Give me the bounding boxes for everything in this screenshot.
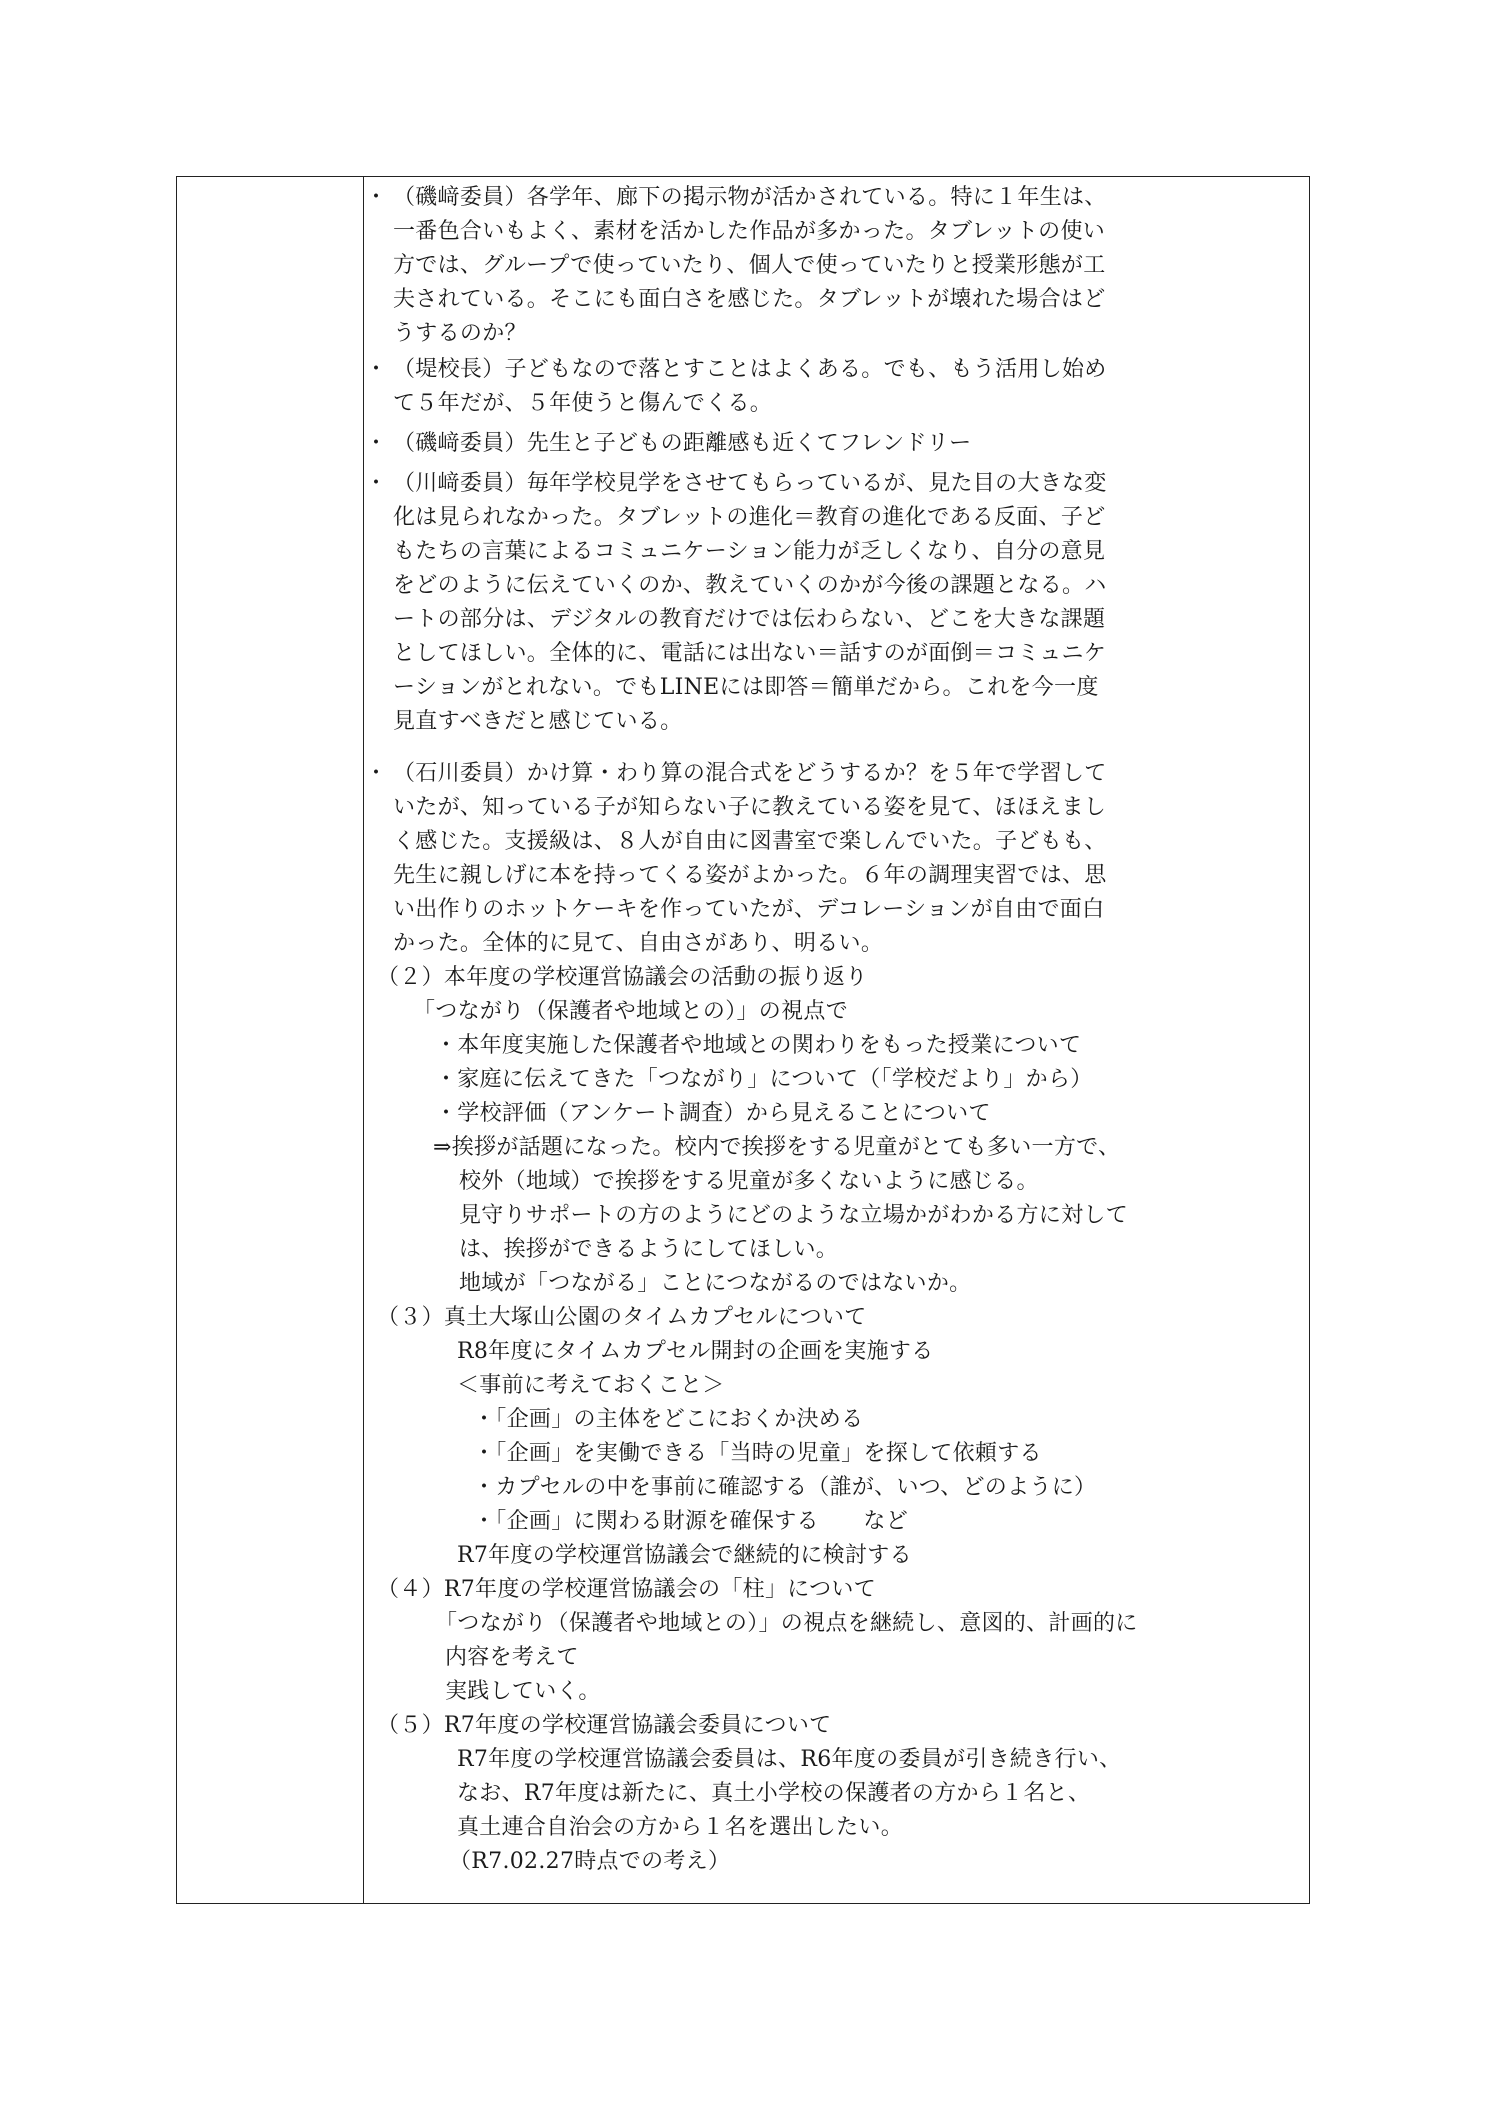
bullet-mark: ・ — [365, 185, 388, 210]
section2-heading: （２）本年度の学校運営協議会の活動の振り返り — [377, 965, 868, 990]
section2-result-line: 校外（地域）で挨拶をする児童が多くないように感じる。 — [459, 1169, 1039, 1194]
comment-line: く感じた。支援級は、８人が自由に図書室で楽しんでいた。子どもも、 — [393, 829, 1107, 854]
comment-line: （川﨑委員）毎年学校見学をさせてもらっているが、見た目の大きな変 — [393, 471, 1107, 496]
section3-item: ・「企画」を実働できる「当時の児童」を探して依頼する — [473, 1441, 1042, 1466]
comment-line: 見直すべきだと感じている。 — [393, 709, 683, 734]
comment-ishikawa — [365, 757, 1293, 961]
section3-heading: （３）真土大塚山公園のタイムカプセルについて — [377, 1305, 867, 1330]
comment-line: ーションがとれない。でもLINEには即答＝簡単だから。これを今一度 — [393, 675, 1099, 700]
section4-heading: （４）R7年度の学校運営協議会の「柱」について — [377, 1577, 877, 1602]
comment-line: うするのか？ — [393, 321, 527, 346]
comment-line: 一番色合いもよく、素材を活かした作品が多かった。タブレットの使い — [393, 219, 1106, 244]
comment-line: 方では、グループで使っていたり、個人で使っていたりと授業形態が工 — [393, 253, 1106, 278]
section3-item: ・「企画」に関わる財源を確保する など — [473, 1509, 909, 1534]
comment-line: （磯﨑委員）各学年、廊下の掲示物が活かされている。特に１年生は、 — [393, 185, 1107, 210]
section2-result-line: は、挨拶ができるようにしてほしい。 — [459, 1237, 839, 1262]
section3-item: ・「企画」の主体をどこにおくか決める — [473, 1407, 864, 1432]
section2-item: ・学校評価（アンケート調査）から見えることについて — [435, 1101, 991, 1126]
column-divider — [363, 177, 364, 1903]
section2-result-line: 地域が「つながる」ことにつながるのではないか。 — [459, 1271, 972, 1296]
section2-item: ・本年度実施した保護者や地域との関わりをもった授業について — [435, 1033, 1082, 1058]
section2-viewpoint: 「つながり（保護者や地域との）」の視点で — [413, 999, 849, 1024]
section5-note: （R7.02.27時点での考え） — [449, 1849, 731, 1874]
section4-line: 「つながり（保護者や地域との）」の視点を継続し、意図的、計画的に — [435, 1611, 1138, 1636]
comment-line: かった。全体的に見て、自由さがあり、明るい。 — [393, 931, 884, 956]
comment-line: としてほしい。全体的に、電話には出ない＝話すのが面倒＝コミュニケ — [393, 641, 1107, 666]
section2-result-line: ⇒挨拶が話題になった。校内で挨拶をする児童がとても多い一方で、 — [433, 1135, 1121, 1160]
comment-line: て５年だが、５年使うと傷んでくる。 — [393, 391, 773, 416]
bullet-mark: ・ — [365, 761, 388, 786]
comment-principal — [365, 353, 1293, 421]
section4-line: 実践していく。 — [445, 1679, 601, 1704]
comment-line: （石川委員）かけ算・わり算の混合式をどうするか？を５年で学習して — [393, 761, 1107, 786]
bullet-mark: ・ — [365, 431, 388, 456]
section3-closing: R7年度の学校運営協議会で継続的に検討する — [457, 1543, 912, 1568]
bullet-mark: ・ — [365, 471, 388, 496]
section4-line: 内容を考えて — [445, 1645, 579, 1670]
minutes-table — [176, 176, 1310, 1904]
comment-line: い出作りのホットケーキを作っていたが、デコレーションが自由で面白 — [393, 897, 1105, 922]
section3-line: R8年度にタイムカプセル開封の企画を実施する — [457, 1339, 934, 1364]
comment-line: 先生に親しげに本を持ってくる姿がよかった。６年の調理実習では、思 — [393, 863, 1107, 888]
comment-line: いたが、知っている子が知らない子に教えている姿を見て、ほほえまし — [393, 795, 1107, 820]
bullet-mark: ・ — [365, 357, 388, 382]
comment-line: （磯﨑委員）先生と子どもの距離感も近くてフレンドリー — [393, 431, 972, 456]
section5-line: 真土連合自治会の方から１名を選出したい。 — [457, 1815, 904, 1840]
section2-item: ・家庭に伝えてきた「つながり」について（「学校だより」から） — [435, 1067, 1093, 1092]
comment-line: 化は見られなかった。タブレットの進化＝教育の進化である反面、子ど — [393, 505, 1106, 530]
comment-line: 夫されている。そこにも面白さを感じた。タブレットが壊れた場合はど — [393, 287, 1106, 312]
section5-line: なお、R7年度は新たに、真土小学校の保護者の方から１名と、 — [457, 1781, 1091, 1806]
section3-item: ・カプセルの中を事前に確認する（誰が、いつ、どのように） — [473, 1475, 1097, 1500]
comment-line: （堤校長）子どもなので落とすことはよくある。でも、もう活用し始め — [393, 357, 1107, 382]
comment-isozaki-2 — [365, 427, 1293, 461]
section5-line: R7年度の学校運営協議会委員は、R6年度の委員が引き続き行い、 — [457, 1747, 1122, 1772]
comment-kawasaki — [365, 467, 1293, 739]
section2-result-line: 見守りサポートの方のようにどのような立場かがわかる方に対して — [459, 1203, 1129, 1228]
comment-line: もたちの言葉によるコミュニケーション能力が乏しくなり、自分の意見 — [393, 539, 1106, 564]
comment-line: ートの部分は、デジタルの教育だけでは伝わらない、どこを大きな課題 — [393, 607, 1106, 632]
comment-isozaki-1 — [365, 181, 1293, 351]
comment-line: をどのように伝えていくのか、教えていくのかが今後の課題となる。ハ — [393, 573, 1107, 598]
section5-heading: （５）R7年度の学校運営協議会委員について — [377, 1713, 832, 1738]
section3-subheading: ＜事前に考えておくこと＞ — [457, 1373, 725, 1398]
